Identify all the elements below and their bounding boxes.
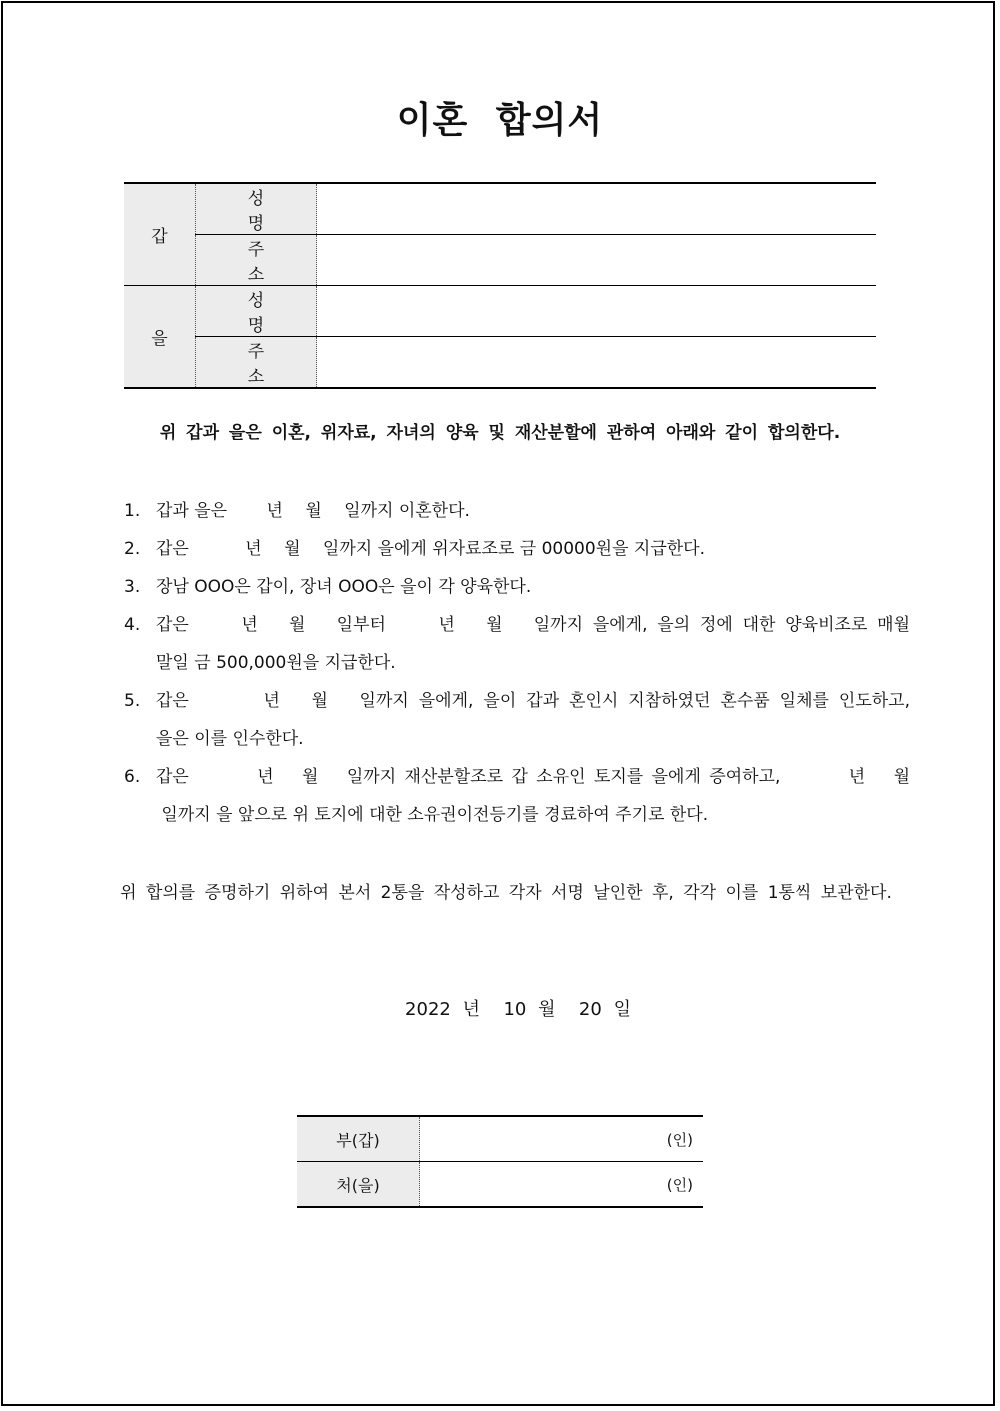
clause-text-continued: 일까지 을 앞으로 위 토지에 대한 소유권이전등기를 경료하여 주기로 한다. [156,805,709,825]
party-gap-label: 갑 [124,183,196,286]
party-eul-name-value[interactable] [317,286,877,337]
signature-seal-husband[interactable]: (인) [420,1116,704,1162]
party-eul-name-label: 성 명 [196,286,317,337]
party-gap-name-label: 성 명 [196,183,317,235]
clause-1 [124,492,910,530]
clause-text: 갑은 년 월 일까지 을에게, 을이 갑과 혼인시 지참하였던 혼수품 일체를 인도하고, [156,691,910,711]
signature-table [297,1115,703,1208]
date-month-unit: 월 [538,999,556,1020]
party-eul-address-value[interactable] [317,337,877,389]
date-year: 2022 [405,999,451,1020]
clause-number: 6. [124,767,141,787]
party-eul-address-label: 주 소 [196,337,317,389]
date-month: 10 [503,999,527,1020]
clause-text-continued: 말일 금 500,000원을 지급한다. [156,653,396,673]
clause-text: 갑은 년 월 일까지 재산분할조로 갑 소유인 토지를 을에게 증여하고, 년 월 [156,767,910,787]
clause-6 [124,758,910,834]
party-eul-label: 을 [124,286,196,389]
signature-role-wife: 처(을) [297,1162,420,1208]
clause-text: 갑과 을은 년 월 일까지 이혼한다. [156,501,470,521]
date-year-unit: 년 [462,999,480,1020]
intro-statement: 위 갑과 을은 이혼, 위자료, 자녀의 양육 및 재산분할에 관하여 아래와 같이 합의한다. [159,423,841,443]
signature-role-husband: 부(갑) [297,1116,420,1162]
document-date [0,995,1000,1021]
clause-number: 1. [124,501,141,521]
clause-number: 5. [124,691,141,711]
clause-3 [124,568,910,606]
signature-seal-wife[interactable]: (인) [666,1175,693,1194]
clause-text: 갑은 년 월 일부터 년 월 일까지 을에게, 을의 정에 대한 양육비조로 매월 [156,615,910,635]
date-day-unit: 일 [613,999,631,1020]
clause-number: 3. [124,577,141,597]
date-day: 20 [578,999,602,1020]
clause-5 [124,682,910,758]
clauses-list [124,492,910,834]
closing-statement: 위 합의를 증명하기 위하여 본서 2통을 작성하고 각자 서명 날인한 후, 각각 이를 1통씩 보관한다. [120,883,892,903]
parties-table [124,182,876,389]
document-title: 이혼 합의서 [396,100,604,141]
party-gap-name-value[interactable] [317,183,877,235]
party-gap-address-label: 주 소 [196,235,317,286]
clause-number: 2. [124,539,141,559]
clause-text-continued: 을은 이를 인수한다. [156,729,304,749]
party-gap-address-value[interactable] [317,235,877,286]
clause-text: 장남 OOO은 갑이, 장녀 OOO은 을이 각 양육한다. [156,577,532,597]
clause-2 [124,530,910,568]
clause-4 [124,606,910,682]
clause-text: 갑은 년 월 일까지 을에게 위자료조로 금 00000원을 지급한다. [156,539,705,559]
clause-number: 4. [124,615,141,635]
